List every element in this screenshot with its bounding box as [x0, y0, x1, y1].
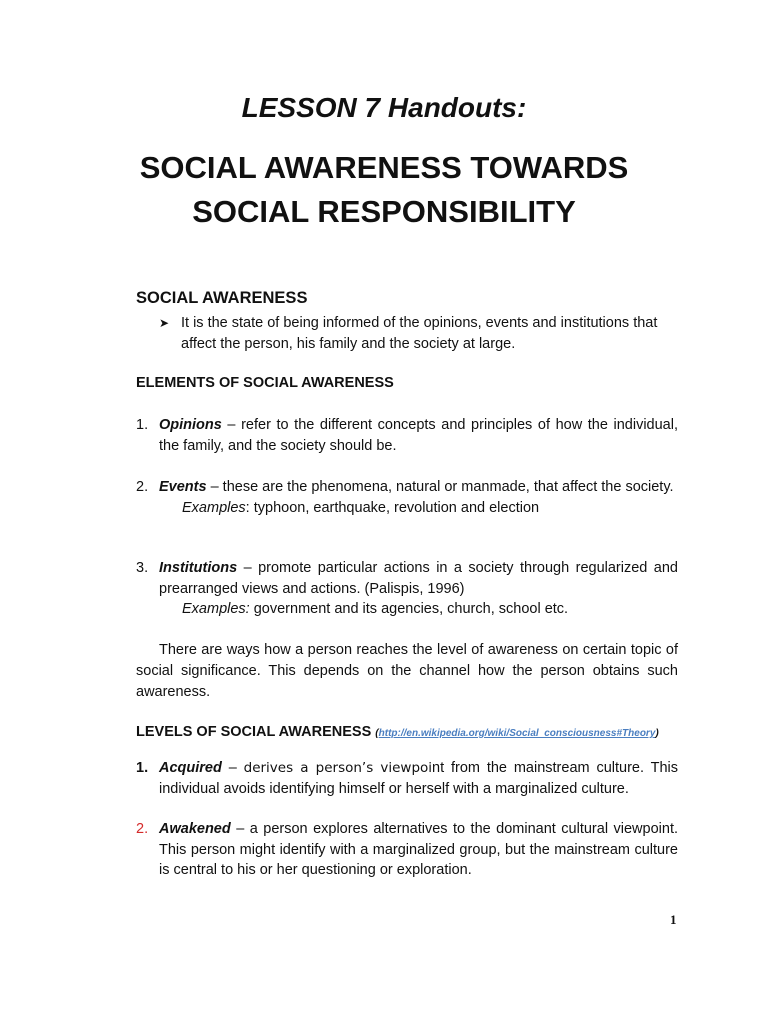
wikipedia-link[interactable]: http://en.wikipedia.org/wiki/Social_consciousness#Theory [378, 728, 656, 739]
level-item-acquired [136, 758, 678, 799]
item-number: 2. [136, 821, 149, 837]
definition-bullet [159, 313, 679, 354]
levels-heading-text: LEVELS OF SOCIAL AWARENESS [136, 724, 372, 740]
item-term: Awakened [159, 821, 231, 837]
arrowhead-bullet-icon: ➤ [159, 316, 170, 330]
item-text: – promote particular actions in a society through regularized and prearranged views and actions. (Palispis, 1996) [159, 560, 678, 597]
item-text-alt-font: derives a person’s viewpoi [243, 760, 433, 776]
social-awareness-heading: SOCIAL AWARENESS [136, 289, 308, 307]
item-term: Events [159, 479, 207, 495]
element-item-events [136, 477, 678, 518]
lesson-title: LESSON 7 Handouts: [241, 92, 527, 123]
document-title [0, 146, 768, 234]
link-paren-open: ( [375, 728, 379, 739]
example-label: Examples [182, 499, 246, 516]
item-number: 3. [136, 560, 149, 576]
level-item-awakened [136, 819, 678, 881]
item-text: – refer to the different concepts and principles of how the individual, the family, and the society should be. [159, 417, 678, 454]
item-text: – these are the phenomena, natural or manmade, that affect the society. [206, 479, 674, 495]
item-number: 2. [136, 479, 149, 495]
example-label: Examples: [182, 601, 250, 617]
elements-heading: ELEMENTS OF SOCIAL AWARENESS [136, 375, 394, 391]
item-example [136, 498, 678, 519]
item-term: Institutions [159, 560, 238, 576]
document-title-line2: SOCIAL RESPONSIBILITY [192, 194, 576, 229]
item-body [136, 758, 678, 799]
page-number: 1 [670, 912, 677, 927]
levels-heading [136, 724, 659, 740]
item-term: Acquired [159, 760, 222, 776]
item-body [136, 819, 678, 881]
item-body [136, 558, 678, 599]
item-example [136, 599, 678, 620]
item-number: 1. [136, 417, 149, 433]
document-title-line1: SOCIAL AWARENESS TOWARDS [139, 150, 629, 185]
element-item-opinions [136, 415, 678, 456]
item-body [136, 477, 678, 498]
item-number: 1. [136, 760, 149, 776]
definition-text: It is the state of being informed of the opinions, events and institutions that affect the person, his family and the society at large. [181, 315, 658, 352]
element-item-institutions [136, 558, 678, 620]
item-text: – a person explores alternatives to the dominant cultural viewpoint. This person might identify with a marginalized group, but the mainstream culture is central to his or her questioning or exploration. [159, 821, 678, 878]
example-text: : typhoon, earthquake, revolution and election [245, 499, 540, 516]
item-dash: – [221, 760, 244, 776]
example-text: government and its agencies, church, school etc. [249, 601, 569, 617]
link-paren-close: ) [655, 728, 659, 739]
item-body [136, 415, 678, 456]
item-term: Opinions [159, 417, 222, 433]
intro-paragraph: There are ways how a person reaches the level of awareness on certain topic of social significance. This depends on the channel how the person obtains such awareness. [136, 642, 678, 700]
item-text: nt from the mainstream culture. This individual avoids identifying himself or herself with a marginalized culture. [159, 760, 678, 797]
